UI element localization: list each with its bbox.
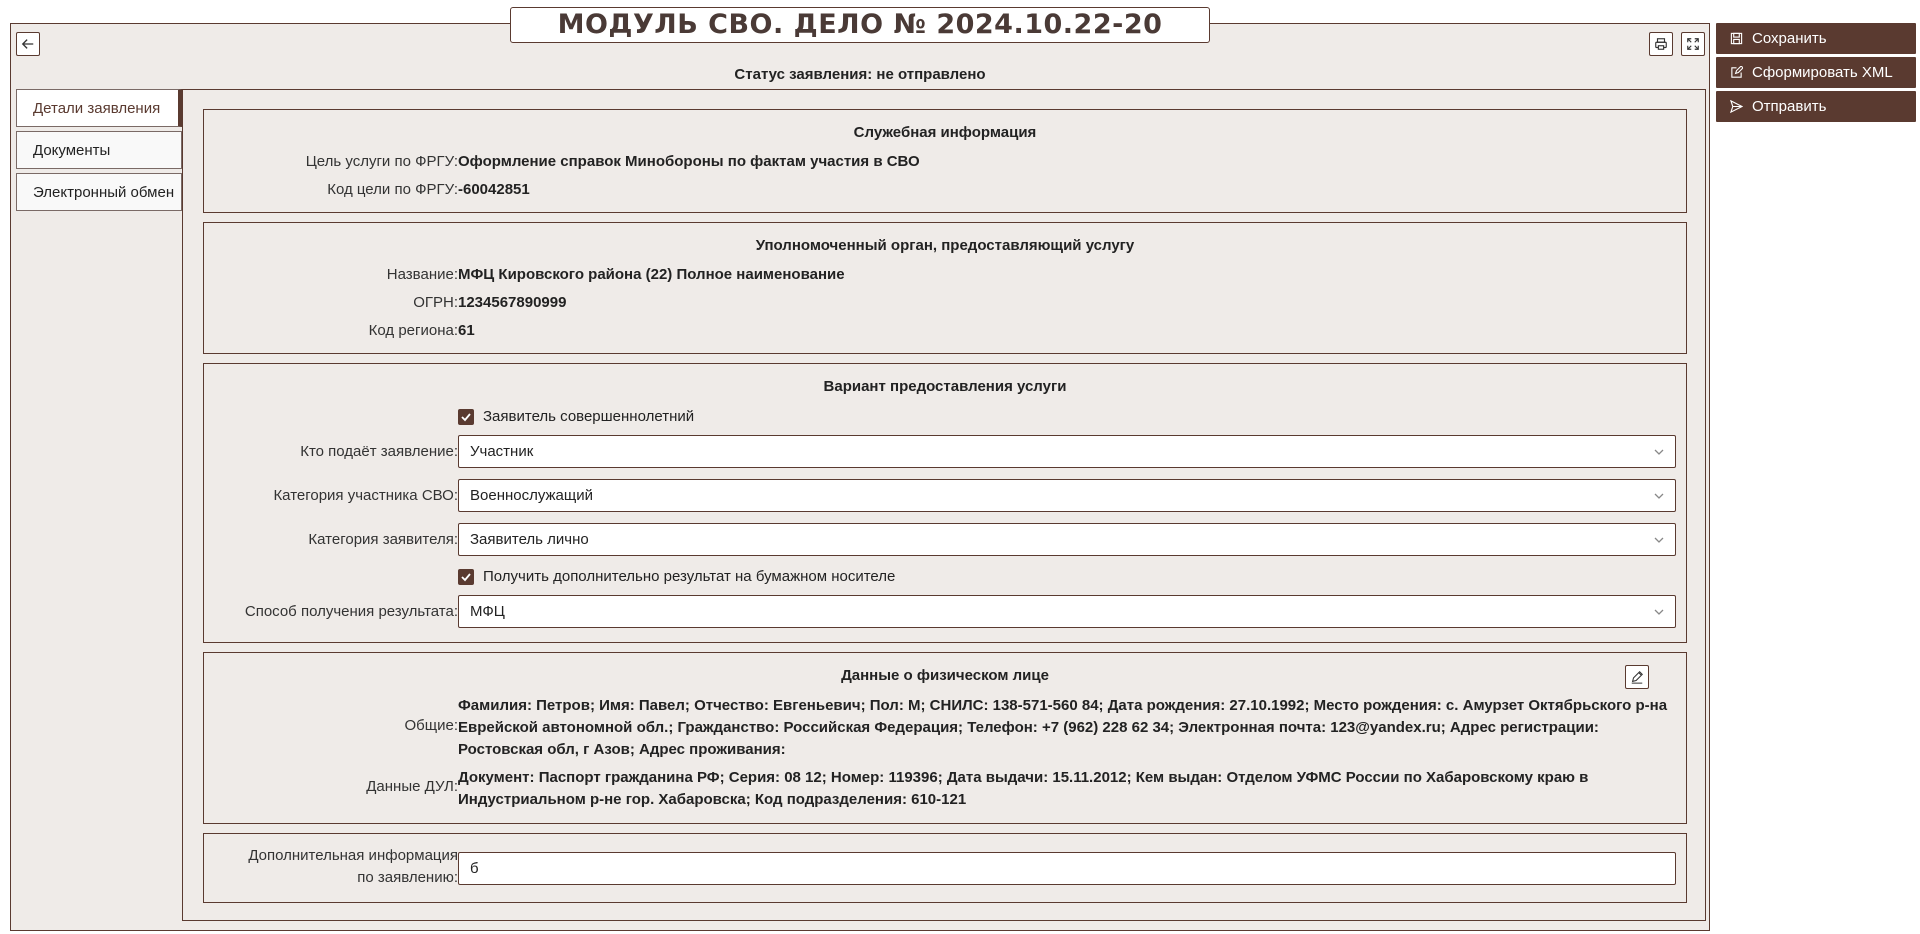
field-label: Дополнительная информация по заявлению: (248, 847, 458, 886)
save-button-label: Сохранить (1752, 30, 1827, 47)
field-label: Данные ДУЛ: (366, 778, 458, 795)
adult-checkbox-label: Заявитель совершеннолетний (483, 408, 695, 425)
status-text: Статус заявления: не отправлено (734, 66, 986, 83)
side-actions (1716, 23, 1916, 125)
check-icon (460, 411, 472, 423)
check-icon (460, 571, 472, 583)
section-authority (203, 222, 1687, 354)
send-button[interactable] (1716, 91, 1916, 122)
tab-documents[interactable]: Документы (16, 131, 182, 169)
paper-checkbox-row (458, 568, 895, 585)
field-label: Кто подаёт заявление: (300, 443, 458, 460)
region-code-value: 61 (458, 322, 475, 339)
goal-code-value: -60042851 (458, 181, 530, 198)
page-title: МОДУЛЬ СВО. ДЕЛО № 2024.10.22-20 (510, 7, 1210, 43)
field-label: Общие: (404, 717, 458, 734)
service-goal-value: Оформление справок Минобороны по фактам участия в СВО (458, 153, 920, 170)
save-button[interactable] (1716, 23, 1916, 54)
chevron-down-icon (1653, 446, 1665, 458)
additional-info-input[interactable] (458, 852, 1676, 885)
additional-info-value: б (470, 860, 479, 877)
section-person (203, 652, 1687, 824)
who-submits-value: Участник (470, 443, 534, 460)
edit-icon (1730, 66, 1743, 79)
section-variant (203, 363, 1687, 643)
section-title: Вариант предоставления услуги (823, 378, 1067, 395)
field-label: Категория участника СВО: (273, 487, 458, 504)
expand-icon (1686, 37, 1700, 51)
printer-icon (1654, 37, 1668, 51)
chevron-down-icon (1653, 534, 1665, 546)
generate-xml-label: Сформировать XML (1752, 64, 1893, 81)
tab-details[interactable]: Детали заявления (16, 89, 182, 127)
save-icon (1730, 32, 1743, 45)
section-title: Данные о физическом лице (841, 667, 1049, 684)
back-button[interactable] (16, 32, 40, 56)
participant-category-value: Военнослужащий (470, 487, 593, 504)
paper-result-label: Получить дополнительно результат на бумажном носителе (483, 568, 896, 585)
applicant-category-value: Заявитель лично (470, 531, 589, 548)
edit-person-button[interactable] (1625, 665, 1649, 689)
content-area (182, 89, 1706, 921)
ogrn-value: 1234567890999 (458, 294, 567, 311)
field-label: ОГРН: (413, 294, 458, 311)
authority-name-value: МФЦ Кировского района (22) Полное наименование (458, 266, 845, 283)
section-title: Служебная информация (853, 124, 1037, 141)
person-dul-value: Документ: Паспорт гражданина РФ; Серия: 08 12; Номер: 119396; Дата выдачи: 15.11.2012; Кем выдан: Отделом УФМС России по Хабаровскому краю в Индустриальном р-не гор. Хабаровска; Код подразделения: 610-121 (458, 769, 1589, 808)
tab-list (16, 89, 182, 215)
applicant-category-select[interactable] (458, 523, 1676, 556)
paper-result-checkbox[interactable] (458, 569, 474, 585)
section-additional (203, 833, 1687, 903)
tab-electronic-exchange[interactable]: Электронный обмен (16, 173, 182, 211)
generate-xml-button[interactable] (1716, 57, 1916, 88)
field-label: Код региона: (368, 322, 458, 339)
field-label: Категория заявителя: (308, 531, 458, 548)
result-method-value: МФЦ (470, 603, 505, 620)
pencil-icon (1630, 670, 1644, 684)
who-submits-select[interactable] (458, 435, 1676, 468)
field-label: Код цели по ФРГУ: (327, 181, 458, 198)
field-label: Способ получения результата: (244, 603, 458, 620)
send-button-label: Отправить (1752, 98, 1827, 115)
section-service-info (203, 109, 1687, 213)
fullscreen-button[interactable] (1681, 32, 1705, 56)
section-title: Уполномоченный орган, предоставляющий услугу (755, 237, 1135, 254)
send-icon (1730, 100, 1743, 113)
result-method-select[interactable] (458, 595, 1676, 628)
chevron-down-icon (1653, 490, 1665, 502)
person-general-value: Фамилия: Петров; Имя: Павел; Отчество: Евгеньевич; Пол: М; СНИЛС: 138-571-560 84; Дата рождения: 27.10.1992; Место рождения: с. Амурзет Октябрьского р-на Еврейской автономной обл.; Гражданство: Российская Федерация; Телефон: +7 (962) 228 62 34; Электронная почта: 123@yandex.ru; Адрес регистрации: Ростовская обл, г Азов; Адрес проживания: (458, 697, 1668, 758)
arrow-left-icon (21, 37, 35, 51)
field-label: Цель услуги по ФРГУ: (305, 153, 458, 170)
print-button[interactable] (1649, 32, 1673, 56)
chevron-down-icon (1653, 606, 1665, 618)
adult-checkbox[interactable] (458, 409, 474, 425)
adult-checkbox-row (458, 408, 694, 425)
participant-category-select[interactable] (458, 479, 1676, 512)
main-panel (10, 23, 1710, 931)
field-label: Название: (386, 266, 458, 283)
